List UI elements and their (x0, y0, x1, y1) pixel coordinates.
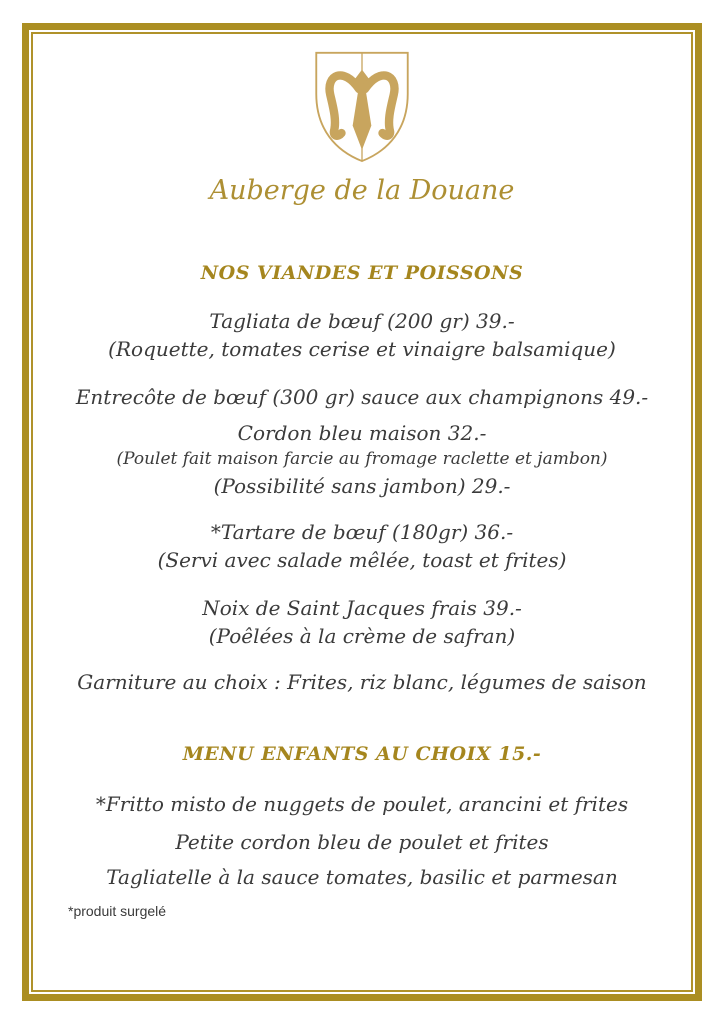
menu-item-saint-jacques (40, 594, 684, 650)
dish-line: Entrecôte de bœuf (300 gr) sauce aux champignons 49.- (75, 385, 649, 409)
dish-detail-line: (Possibilité sans jambon) 29.- (213, 474, 511, 498)
dish-detail-line: (Poêlées à la crème de safran) (208, 624, 516, 648)
menu-item-garniture (40, 668, 684, 696)
menu-item-fritto-misto (40, 790, 684, 818)
section-heading-menu-enfants: MENU ENFANTS AU CHOIX 15.- (182, 743, 542, 765)
dish-line: Cordon bleu maison 32.- (237, 421, 487, 445)
menu-item-petite-cordon-bleu (40, 828, 684, 856)
section-heading-viandes-poissons: NOS VIANDES ET POISSONS (200, 262, 524, 284)
shield-crest-icon (40, 45, 684, 167)
restaurant-title: Auberge de la Douane (209, 175, 515, 206)
dish-line: *Tartare de bœuf (180gr) 36.- (210, 520, 514, 544)
dish-detail-line: (Roquette, tomates cerise et vinaigre balsamique) (108, 337, 616, 361)
dish-detail-line: (Poulet fait maison farcie au fromage raclette et jambon) (116, 449, 608, 469)
menu-item-entrecote (40, 383, 684, 411)
dish-line: Petite cordon bleu de poulet et frites (175, 830, 549, 854)
menu-item-cordon-bleu (40, 419, 684, 500)
dish-line: Garniture au choix : Frites, riz blanc, légumes de saison (77, 670, 647, 694)
frozen-product-footnote: *produit surgelé (68, 903, 167, 919)
dish-line: Tagliatelle à la sauce tomates, basilic et parmesan (106, 865, 618, 889)
menu-item-tartare (40, 518, 684, 574)
dish-line: *Fritto misto de nuggets de poulet, arancini et frites (95, 792, 629, 816)
menu-item-tagliata (40, 307, 684, 363)
dish-line: Noix de Saint Jacques frais 39.- (202, 596, 522, 620)
dish-detail-line: (Servi avec salade mêlée, toast et frites) (157, 548, 567, 572)
dish-line: Tagliata de bœuf (200 gr) 39.- (209, 309, 515, 333)
menu-item-tagliatelle (40, 863, 684, 891)
menu-content (40, 33, 684, 991)
